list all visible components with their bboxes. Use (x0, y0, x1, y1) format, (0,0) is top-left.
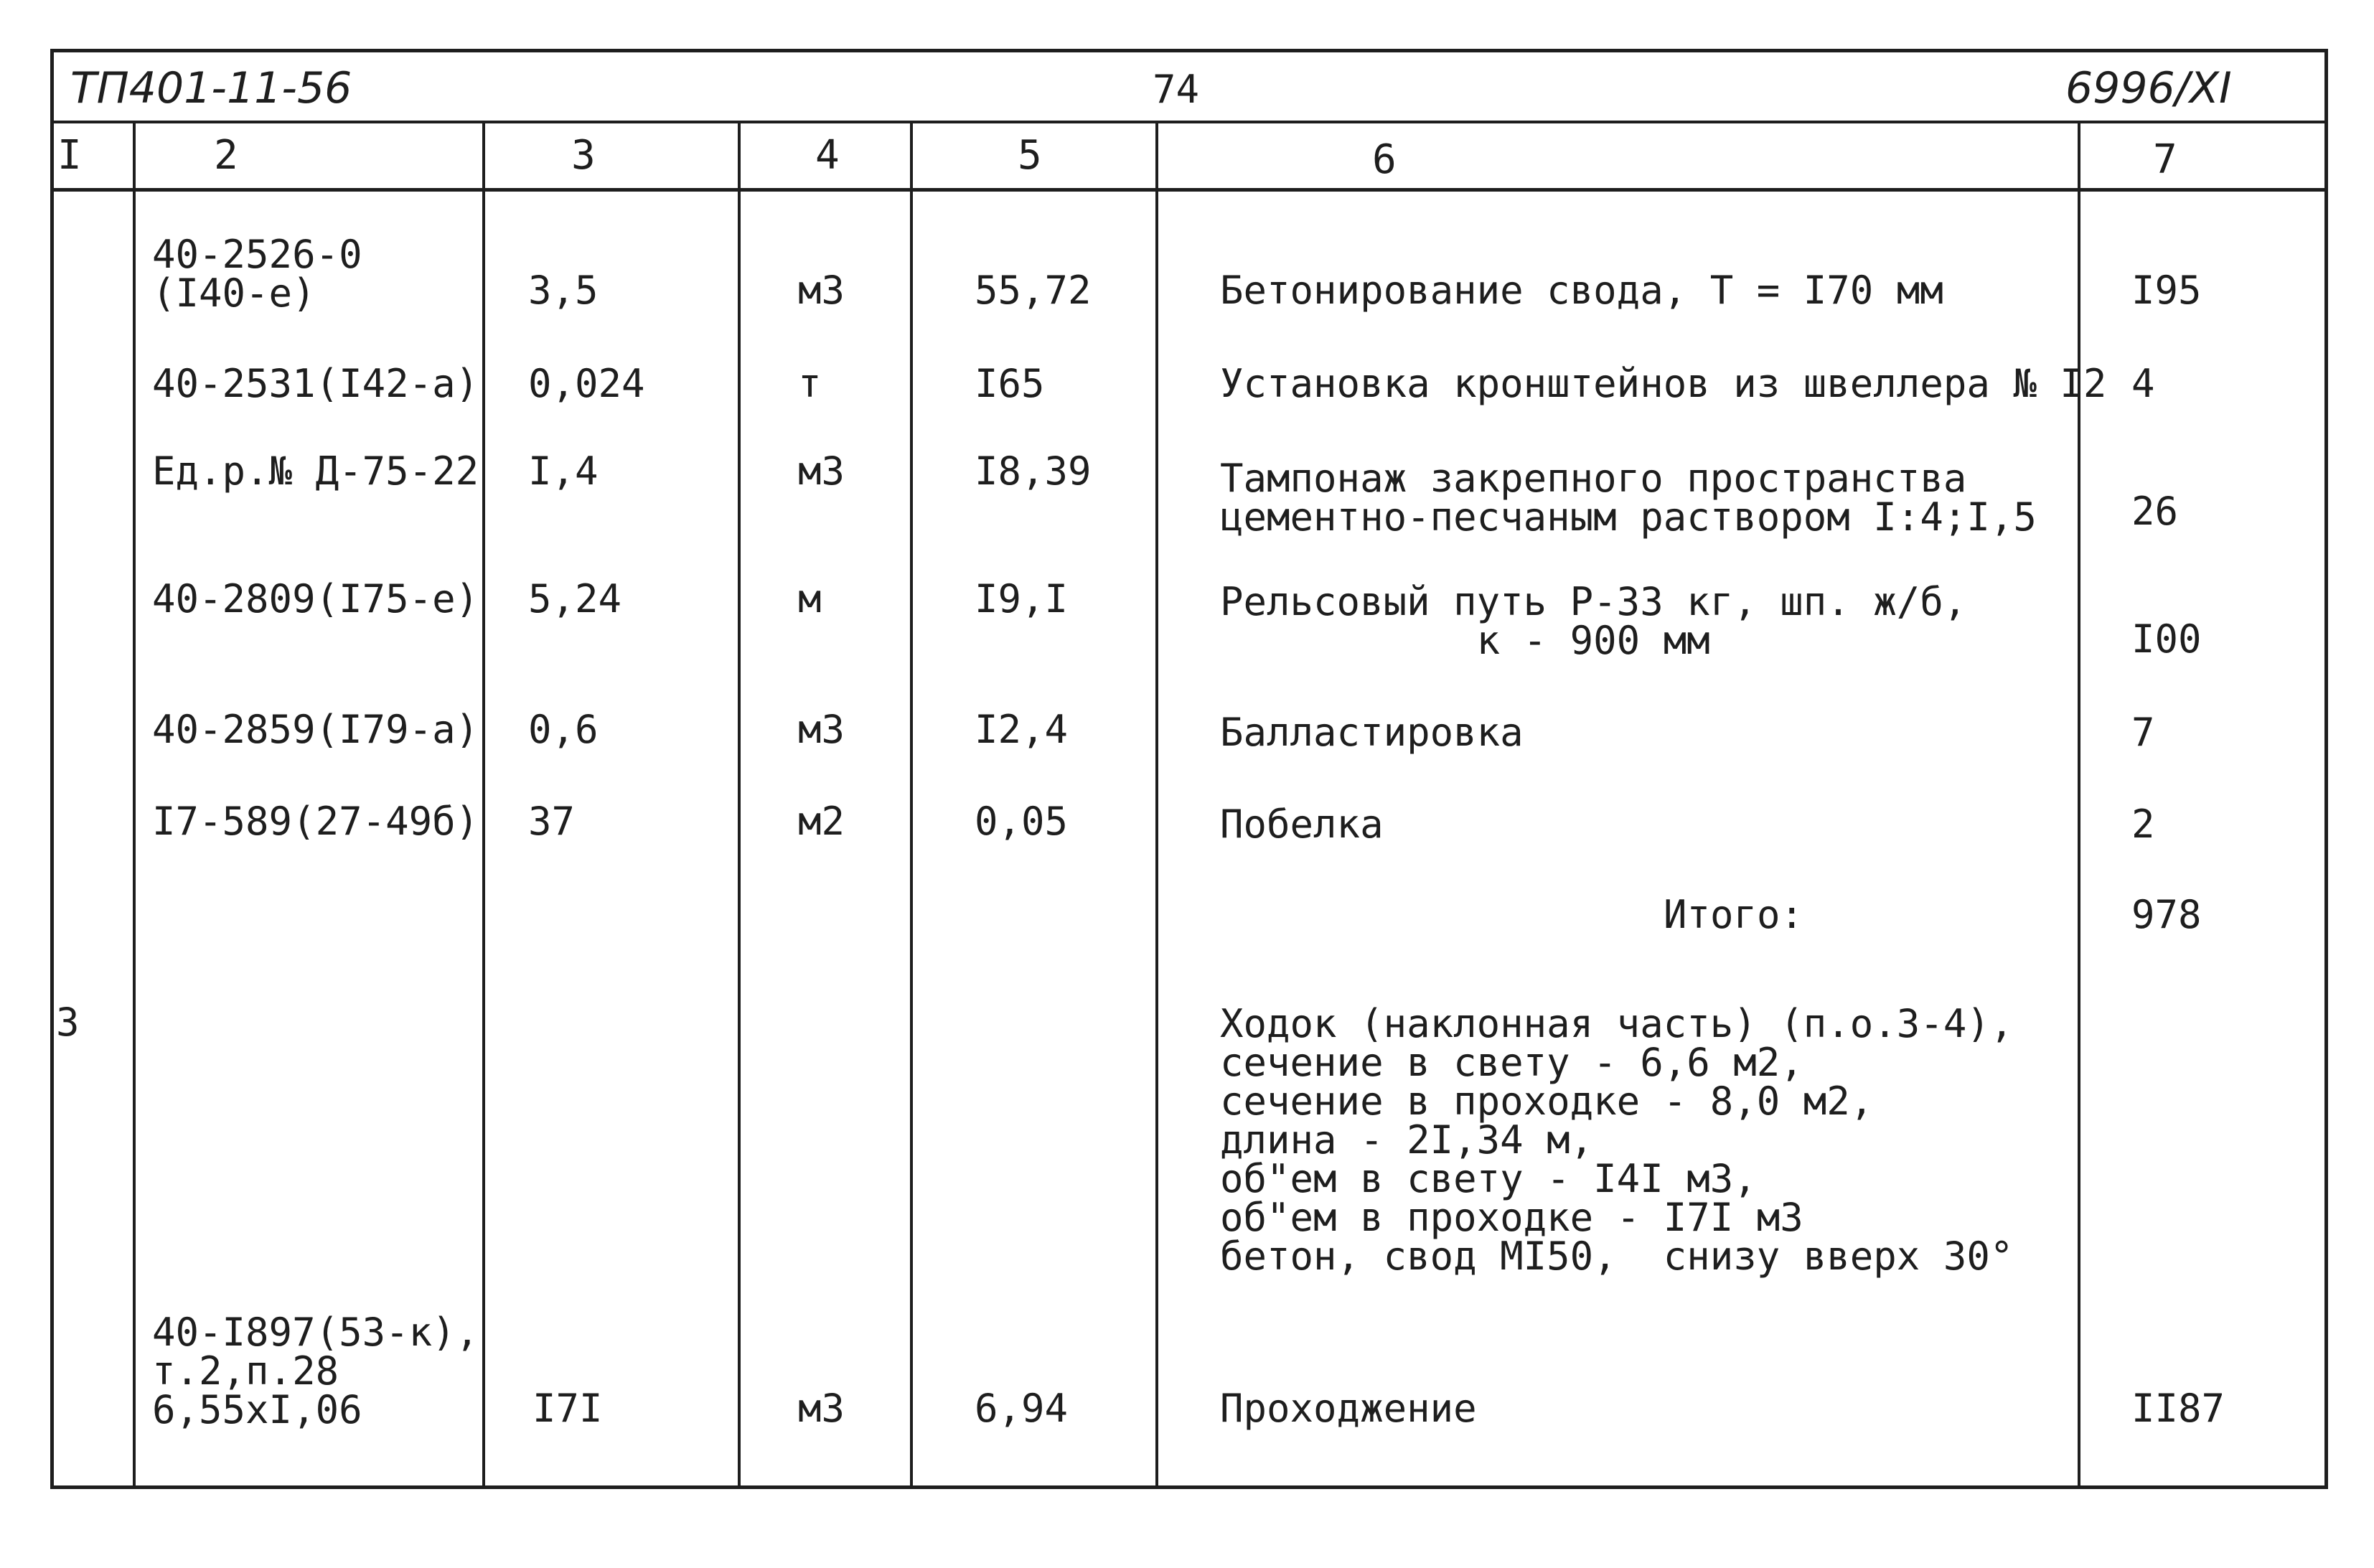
table-row-4-cost: I00 (2131, 616, 2202, 662)
table-row-3-cost: 26 (2131, 489, 2179, 534)
col-sep-3 (738, 122, 741, 1488)
table-row-6-price: 0,05 (975, 799, 1069, 844)
table-row-2-code: 40-2531(I42-а) (152, 361, 479, 406)
col-header-2: 2 (214, 132, 238, 179)
col-header-5: 5 (1018, 132, 1042, 179)
table-row-6-code: I7-589(27-49б) (152, 799, 479, 844)
table-row-6-description: Побелка (1220, 802, 1384, 847)
table-row-1-unit: м3 (798, 268, 845, 313)
last-row-unit: м3 (798, 1386, 845, 1431)
table-row-3-qty: I,4 (528, 449, 599, 494)
table-row-4-description: Рельсовый путь Р-33 кг, шп. ж/б, к - 900 мм (1220, 579, 1967, 663)
table-row-6-unit: м2 (798, 799, 845, 844)
frame-colhead-divider (50, 188, 2328, 192)
table-row-1-price: 55,72 (975, 268, 1092, 313)
table-row-2-qty: 0,024 (528, 361, 645, 406)
frame-header-divider (50, 121, 2328, 123)
table-row-5-cost: 7 (2131, 710, 2155, 755)
table-row-1-qty: 3,5 (528, 268, 599, 313)
table-row-1-cost: I95 (2131, 268, 2202, 313)
frame-bottom (50, 1485, 2328, 1489)
sheet-code: 6996/XI (2065, 63, 2232, 113)
table-row-3-unit: м3 (798, 449, 845, 494)
table-row-5-qty: 0,6 (528, 707, 599, 752)
table-row-4-price: I9,I (975, 576, 1069, 621)
table-row-2-price: I65 (975, 361, 1045, 406)
section-description: Ходок (наклонная часть) (п.о.3-4), сечение в свету - 6,6 м2, сечение в проходке - 8,0 м2, длина - 2I,34 м, об"ем в свету - I4I м3, об"ем в проходке - I7I м3 бетон, свод МI50, снизу вверх 30° (1220, 1001, 2014, 1279)
total-value: 978 (2131, 892, 2202, 937)
table-row-5-unit: м3 (798, 707, 845, 752)
total-label: Итого: (1664, 892, 1804, 937)
table-row-1-description: Бетонирование свода, Т = I70 мм (1220, 268, 1943, 313)
col-header-7: 7 (2153, 136, 2177, 183)
col-sep-4 (910, 122, 913, 1488)
last-row-qty: I7I (532, 1386, 603, 1431)
table-row-5-price: I2,4 (975, 707, 1069, 752)
doc-code: ТП401-11-56 (70, 63, 352, 113)
col-sep-2 (482, 122, 485, 1488)
table-row-5-code: 40-2859(I79-а) (152, 707, 479, 752)
col-sep-5 (1155, 122, 1158, 1488)
last-row-price: 6,94 (975, 1386, 1069, 1431)
frame-top (50, 49, 2328, 52)
table-row-1-code: 40-2526-0 (I40-е) (152, 232, 362, 316)
table-row-6-qty: 37 (528, 799, 576, 844)
table-row-2-description: Установка кронштейнов из швеллера № I2 (1220, 361, 2107, 406)
frame-right (2324, 49, 2328, 1489)
last-row-cost: II87 (2131, 1386, 2225, 1431)
table-row-5-description: Балластировка (1220, 710, 1524, 755)
section-number: 3 (56, 1000, 80, 1045)
table-row-3-description: Тампонаж закрепного пространства цементно-песчаным раствором I:4;I,5 (1220, 456, 2037, 540)
table-row-4-code: 40-2809(I75-е) (152, 576, 479, 621)
table-row-4-unit: м (798, 576, 822, 621)
col-sep-1 (133, 122, 136, 1488)
col-sep-6 (2078, 122, 2080, 1488)
frame-left (50, 49, 54, 1489)
table-row-2-cost: 4 (2131, 361, 2155, 406)
table-row-4-qty: 5,24 (528, 576, 622, 621)
last-row-code: 40-I897(53-к), т.2,п.28 6,55хI,06 (152, 1310, 479, 1432)
table-row-3-code: Ед.р.№ Д-75-22 (152, 449, 479, 494)
table-row-2-unit: т (798, 361, 822, 406)
table-row-6-cost: 2 (2131, 802, 2155, 847)
page-number: 74 (1153, 67, 1200, 112)
col-header-4: 4 (815, 132, 840, 179)
col-header-6: 6 (1372, 136, 1397, 183)
col-header-1: I (57, 132, 82, 179)
table-row-3-price: I8,39 (975, 449, 1092, 494)
col-header-3: 3 (571, 132, 596, 179)
last-row-description: Проходжение (1220, 1386, 1477, 1431)
